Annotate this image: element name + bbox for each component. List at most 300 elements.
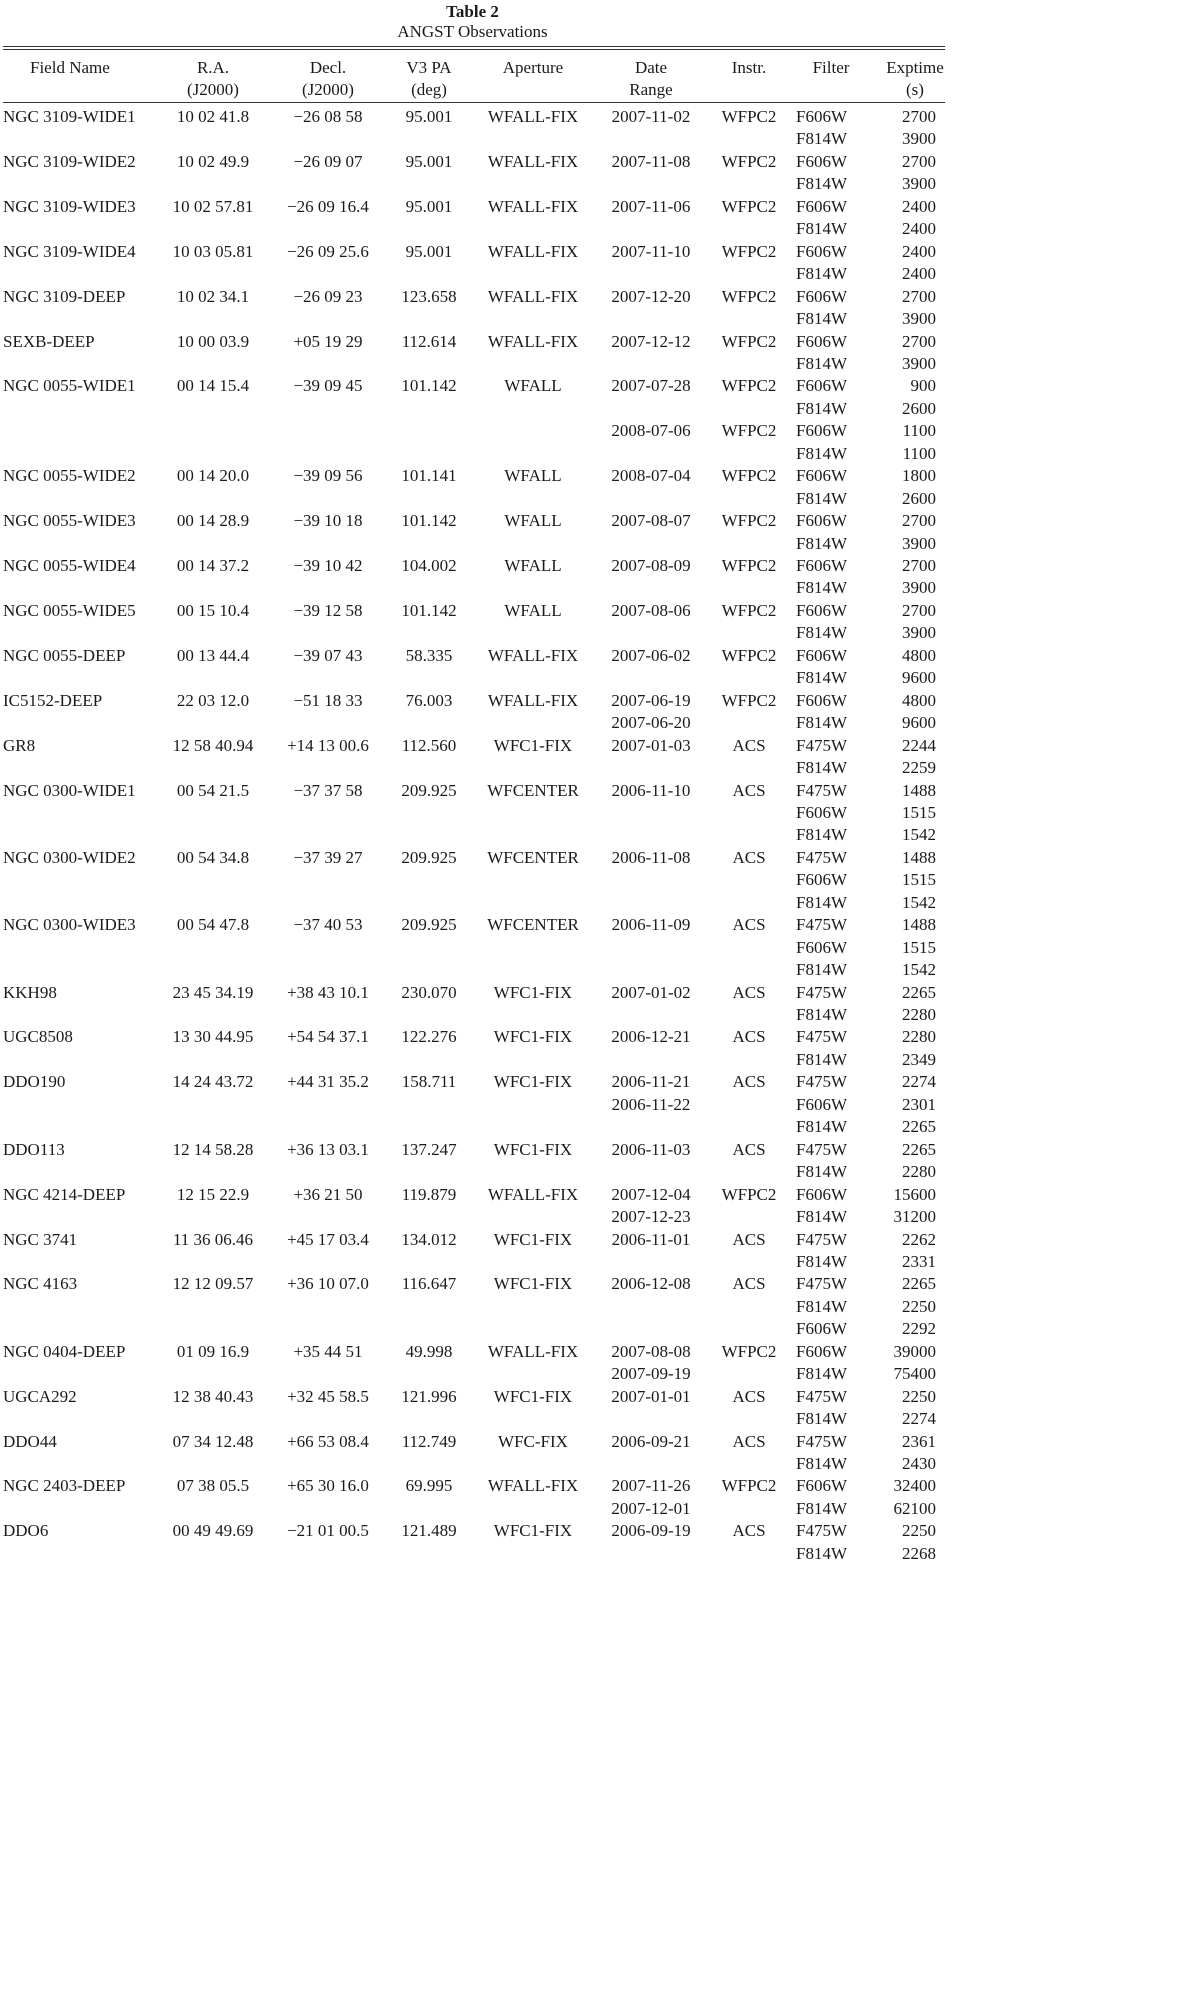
filter-cell: F814W — [796, 1296, 847, 1316]
exptime-cell: 9600 — [902, 713, 936, 733]
v3-pa-cell: 112.749 — [401, 1431, 457, 1451]
decl-cell: −26 08 58 — [293, 107, 363, 126]
aperture-cell: WFC1-FIX — [493, 1521, 573, 1541]
field-name-cell: KKH98 — [3, 982, 57, 1002]
date-range-cell: 2007-12-04 — [611, 1184, 691, 1204]
header-filter: Filter — [812, 58, 850, 77]
field-name-cell: NGC 0300-WIDE1 — [3, 780, 136, 800]
exptime-cell: 1488 — [902, 847, 936, 867]
instr-cell: ACS — [732, 780, 766, 800]
v3-pa-cell: 101.141 — [401, 466, 457, 486]
filter-cell: F606W — [796, 600, 847, 620]
ra-cell: 11 36 06.46 — [172, 1229, 254, 1249]
decl-cell: +36 13 03.1 — [287, 1139, 369, 1159]
ra-cell: 23 45 34.19 — [172, 982, 254, 1002]
header-decl: Decl. (J2000) — [302, 58, 354, 100]
exptime-cell: 2259 — [902, 758, 936, 778]
v3-pa-cell: 69.995 — [405, 1476, 453, 1496]
filter-cell: F475W — [796, 982, 847, 1002]
instr-cell: WFPC2 — [721, 286, 777, 306]
exptime-cell: 3900 — [902, 174, 936, 194]
filter-cell: F606W — [796, 151, 847, 171]
date-range-cell: 2007-06-02 — [611, 645, 691, 665]
filter-cell: F475W — [796, 1274, 847, 1294]
exptime-cell: 1542 — [902, 825, 936, 845]
instr-cell: ACS — [732, 982, 766, 1002]
exptime-cell: 3900 — [902, 533, 936, 553]
exptime-cell: 2265 — [902, 1139, 936, 1159]
aperture-cell: WFCENTER — [487, 915, 579, 935]
v3-pa-cell: 95.001 — [405, 151, 453, 171]
exptime-cell: 4800 — [902, 645, 936, 665]
instr-cell: WFPC2 — [721, 600, 777, 620]
filter-cell: F475W — [796, 915, 847, 935]
instr-cell: WFPC2 — [721, 421, 777, 441]
field-name-cell: NGC 3109-WIDE1 — [3, 107, 136, 126]
filter-cell: F814W — [796, 1049, 847, 1069]
aperture-cell: WFALL-FIX — [487, 1184, 579, 1204]
filter-cell: F606W — [796, 1094, 847, 1114]
ra-cell: 12 15 22.9 — [176, 1184, 250, 1204]
table-label: Table 2 — [446, 2, 499, 21]
decl-cell: −21 01 00.5 — [287, 1521, 369, 1541]
decl-cell: −26 09 07 — [293, 151, 363, 171]
exptime-cell: 3900 — [902, 309, 936, 329]
exptime-cell: 2400 — [902, 264, 936, 284]
instr-cell: ACS — [732, 1027, 766, 1047]
field-name-cell: UGCA292 — [3, 1386, 77, 1406]
exptime-cell: 2265 — [902, 982, 936, 1002]
ra-cell: 00 14 15.4 — [176, 376, 250, 396]
instr-cell: WFPC2 — [721, 376, 777, 396]
aperture-cell: WFALL-FIX — [487, 331, 579, 351]
field-name-cell: NGC 3109-WIDE3 — [3, 196, 136, 216]
filter-cell: F475W — [796, 1139, 847, 1159]
aperture-cell: WFALL — [504, 376, 562, 396]
date-range-cell: 2006-09-19 — [611, 1521, 691, 1541]
date-range-cell: 2007-08-08 — [611, 1341, 691, 1361]
filter-cell: F814W — [796, 623, 847, 643]
date-range-cell: 2007-06-20 — [611, 713, 691, 733]
decl-cell: −37 37 58 — [293, 780, 363, 800]
exptime-cell: 2250 — [902, 1521, 936, 1541]
filter-cell: F814W — [796, 578, 847, 598]
decl-cell: −37 40 53 — [293, 915, 363, 935]
filter-cell: F606W — [796, 331, 847, 351]
ra-cell: 10 02 41.8 — [176, 107, 250, 126]
aperture-cell: WFALL-FIX — [487, 690, 579, 710]
filter-cell: F814W — [796, 1162, 847, 1182]
date-range-cell: 2007-01-03 — [611, 735, 691, 755]
decl-cell: −39 10 18 — [293, 511, 363, 531]
exptime-cell: 3900 — [902, 129, 936, 149]
filter-cell: F814W — [796, 219, 847, 239]
decl-cell: +35 44 51 — [293, 1341, 363, 1361]
exptime-cell: 1542 — [902, 960, 936, 980]
exptime-cell: 2700 — [902, 511, 936, 531]
header-ra: R.A. (J2000) — [187, 58, 239, 100]
filter-cell: F606W — [796, 1476, 847, 1496]
instr-cell: ACS — [732, 1229, 766, 1249]
aperture-cell: WFALL — [504, 600, 562, 620]
exptime-cell: 75400 — [893, 1364, 936, 1384]
aperture-cell: WFC1-FIX — [493, 982, 573, 1002]
date-range-cell: 2007-08-06 — [611, 600, 691, 620]
exptime-cell: 2700 — [902, 151, 936, 171]
date-range-cell: 2006-09-21 — [611, 1431, 691, 1451]
decl-cell: +54 54 37.1 — [287, 1027, 369, 1047]
filter-cell: F814W — [796, 1543, 847, 1563]
decl-cell: +44 31 35.2 — [287, 1072, 369, 1092]
filter-cell: F475W — [796, 847, 847, 867]
filter-cell: F606W — [796, 937, 847, 957]
filter-cell: F606W — [796, 1341, 847, 1361]
exptime-cell: 2600 — [902, 488, 936, 508]
v3-pa-cell: 134.012 — [401, 1229, 457, 1249]
date-range-cell: 2006-11-01 — [611, 1229, 691, 1249]
ra-cell: 07 34 12.48 — [172, 1431, 254, 1451]
instr-cell: WFPC2 — [721, 331, 777, 351]
decl-cell: −39 07 43 — [293, 645, 363, 665]
aperture-cell: WFC1-FIX — [493, 1386, 573, 1406]
exptime-cell: 2349 — [902, 1049, 936, 1069]
exptime-cell: 2700 — [902, 600, 936, 620]
filter-cell: F814W — [796, 1454, 847, 1473]
date-range-cell: 2007-01-01 — [611, 1386, 691, 1406]
date-range-cell: 2006-12-21 — [611, 1027, 691, 1047]
filter-cell: F814W — [796, 960, 847, 980]
v3-pa-cell: 121.489 — [401, 1521, 457, 1541]
v3-pa-cell: 112.560 — [401, 735, 457, 755]
field-name-cell: NGC 3109-DEEP — [3, 286, 126, 306]
exptime-cell: 2250 — [902, 1296, 936, 1316]
field-name-cell: NGC 3109-WIDE4 — [3, 241, 136, 261]
exptime-cell: 2274 — [902, 1409, 936, 1429]
exptime-cell: 2700 — [902, 107, 936, 126]
v3-pa-cell: 101.142 — [401, 511, 457, 531]
v3-pa-cell: 101.142 — [401, 376, 457, 396]
filter-cell: F814W — [796, 758, 847, 778]
filter-cell: F475W — [796, 1229, 847, 1249]
decl-cell: +45 17 03.4 — [287, 1229, 369, 1249]
date-range-cell: 2006-11-08 — [611, 847, 691, 867]
date-range-cell: 2007-08-07 — [611, 511, 691, 531]
date-range-cell: 2008-07-06 — [611, 421, 691, 441]
filter-cell: F814W — [796, 129, 847, 149]
exptime-cell: 15600 — [893, 1184, 936, 1204]
field-name-cell: DDO44 — [3, 1431, 57, 1451]
date-range-cell: 2007-12-20 — [611, 286, 691, 306]
field-name-cell: IC5152-DEEP — [3, 690, 103, 710]
exptime-cell: 2400 — [902, 219, 936, 239]
v3-pa-cell: 95.001 — [405, 196, 453, 216]
ra-cell: 10 02 57.81 — [172, 196, 254, 216]
field-name-cell: NGC 0055-WIDE2 — [3, 466, 136, 486]
instr-cell: ACS — [732, 1274, 766, 1294]
v3-pa-cell: 119.879 — [401, 1184, 457, 1204]
decl-cell: −39 12 58 — [293, 600, 363, 620]
aperture-cell: WFALL-FIX — [487, 241, 579, 261]
decl-cell: +66 53 08.4 — [287, 1431, 369, 1451]
exptime-cell: 1515 — [902, 870, 936, 890]
v3-pa-cell: 122.276 — [401, 1027, 457, 1047]
filter-cell: F814W — [796, 1005, 847, 1024]
aperture-cell: WFC1-FIX — [493, 1229, 573, 1249]
header-exptime: Exptime (s) — [886, 58, 944, 100]
date-range-cell: 2007-11-08 — [611, 151, 691, 171]
aperture-cell: WFALL-FIX — [487, 1476, 579, 1496]
filter-cell: F475W — [796, 780, 847, 800]
exptime-cell: 2301 — [902, 1094, 936, 1114]
date-range-cell: 2007-12-23 — [611, 1207, 691, 1227]
v3-pa-cell: 123.658 — [401, 286, 457, 306]
ra-cell: 12 38 40.43 — [172, 1386, 254, 1406]
instr-cell: ACS — [732, 847, 766, 867]
exptime-cell: 2280 — [902, 1162, 936, 1182]
decl-cell: +14 13 00.6 — [287, 735, 369, 755]
aperture-cell: WFALL-FIX — [487, 645, 579, 665]
field-name-cell: NGC 4214-DEEP — [3, 1184, 126, 1204]
exptime-cell: 2268 — [902, 1543, 936, 1563]
instr-cell: WFPC2 — [721, 241, 777, 261]
exptime-cell: 1488 — [902, 915, 936, 935]
ra-cell: 00 49 49.69 — [172, 1521, 254, 1541]
ra-cell: 00 13 44.4 — [176, 645, 250, 665]
field-name-cell: NGC 0055-WIDE5 — [3, 600, 136, 620]
filter-cell: F814W — [796, 1409, 847, 1429]
exptime-cell: 2430 — [902, 1454, 936, 1473]
filter-cell: F606W — [796, 802, 847, 822]
exptime-cell: 1488 — [902, 780, 936, 800]
exptime-cell: 2361 — [902, 1431, 936, 1451]
exptime-cell: 2600 — [902, 398, 936, 418]
filter-cell: F606W — [796, 1319, 847, 1339]
v3-pa-cell: 95.001 — [405, 107, 453, 126]
filter-cell: F606W — [796, 511, 847, 531]
exptime-cell: 2262 — [902, 1229, 936, 1249]
aperture-cell: WFALL — [504, 466, 562, 486]
date-range-cell: 2007-12-12 — [611, 331, 691, 351]
filter-cell: F814W — [796, 1498, 847, 1518]
filter-cell: F475W — [796, 735, 847, 755]
date-range-cell: 2006-11-09 — [611, 915, 691, 935]
filter-cell: F814W — [796, 398, 847, 418]
v3-pa-cell: 49.998 — [405, 1341, 453, 1361]
date-range-cell: 2006-11-21 — [611, 1072, 691, 1092]
filter-cell: F814W — [796, 668, 847, 688]
filter-cell: F475W — [796, 1521, 847, 1541]
ra-cell: 01 09 16.9 — [176, 1341, 250, 1361]
exptime-cell: 2280 — [902, 1027, 936, 1047]
decl-cell: +65 30 16.0 — [287, 1476, 369, 1496]
exptime-cell: 4800 — [902, 690, 936, 710]
v3-pa-cell: 76.003 — [405, 690, 453, 710]
instr-cell: WFPC2 — [721, 107, 777, 126]
filter-cell: F606W — [796, 870, 847, 890]
decl-cell: −39 09 56 — [293, 466, 363, 486]
field-name-cell: DDO113 — [3, 1139, 65, 1159]
exptime-cell: 3900 — [902, 353, 936, 373]
table-caption: ANGST Observations — [397, 22, 548, 41]
filter-cell: F814W — [796, 533, 847, 553]
filter-cell: F814W — [796, 443, 847, 463]
instr-cell: ACS — [732, 1386, 766, 1406]
exptime-cell: 2265 — [902, 1117, 936, 1137]
ra-cell: 22 03 12.0 — [176, 690, 250, 710]
date-range-cell: 2007-09-19 — [611, 1364, 691, 1384]
aperture-cell: WFC1-FIX — [493, 1274, 573, 1294]
filter-cell: F814W — [796, 1251, 847, 1271]
filter-cell: F814W — [796, 892, 847, 912]
decl-cell: −39 09 45 — [293, 376, 363, 396]
aperture-cell: WFALL-FIX — [487, 151, 579, 171]
filter-cell: F814W — [796, 1364, 847, 1384]
ra-cell: 00 54 21.5 — [176, 780, 250, 800]
aperture-cell: WFALL-FIX — [487, 107, 579, 126]
ra-cell: 00 15 10.4 — [176, 600, 250, 620]
ra-cell: 10 02 34.1 — [176, 286, 250, 306]
exptime-cell: 62100 — [893, 1498, 936, 1518]
date-range-cell: 2006-12-08 — [611, 1274, 691, 1294]
field-name-cell: NGC 0055-WIDE4 — [3, 556, 136, 575]
exptime-cell: 1515 — [902, 802, 936, 822]
exptime-cell: 1100 — [902, 421, 936, 441]
field-name-cell: NGC 3741 — [3, 1229, 78, 1249]
aperture-cell: WFC1-FIX — [493, 1027, 573, 1047]
date-range-cell: 2006-11-10 — [611, 780, 691, 800]
aperture-cell: WFC1-FIX — [493, 1072, 573, 1092]
exptime-cell: 2700 — [902, 556, 936, 575]
date-range-cell: 2007-08-09 — [611, 556, 691, 575]
exptime-cell: 2265 — [902, 1274, 936, 1294]
filter-cell: F814W — [796, 174, 847, 194]
ra-cell: 07 38 05.5 — [176, 1476, 250, 1496]
ra-cell: 12 58 40.94 — [172, 735, 254, 755]
exptime-cell: 1800 — [902, 466, 936, 486]
date-range-cell: 2008-07-04 — [611, 466, 691, 486]
decl-cell: +05 19 29 — [293, 331, 363, 351]
exptime-cell: 3900 — [902, 623, 936, 643]
date-range-cell: 2007-11-10 — [611, 241, 691, 261]
exptime-cell: 9600 — [902, 668, 936, 688]
v3-pa-cell: 58.335 — [405, 645, 453, 665]
v3-pa-cell: 121.996 — [401, 1386, 457, 1406]
ra-cell: 00 14 28.9 — [176, 511, 250, 531]
v3-pa-cell: 137.247 — [401, 1139, 457, 1159]
v3-pa-cell: 104.002 — [401, 556, 457, 575]
exptime-cell: 2244 — [902, 735, 936, 755]
aperture-cell: WFC-FIX — [498, 1431, 568, 1451]
exptime-cell: 2280 — [902, 1005, 936, 1024]
filter-cell: F606W — [796, 421, 847, 441]
date-range-cell: 2007-01-02 — [611, 982, 691, 1002]
date-range-cell: 2007-11-26 — [611, 1476, 691, 1496]
ra-cell: 12 14 58.28 — [172, 1139, 254, 1159]
exptime-cell: 2400 — [902, 196, 936, 216]
exptime-cell: 3900 — [902, 578, 936, 598]
instr-cell: WFPC2 — [721, 1476, 777, 1496]
filter-cell: F814W — [796, 1207, 847, 1227]
exptime-cell: 2700 — [902, 286, 936, 306]
field-name-cell: GR8 — [3, 735, 36, 755]
filter-cell: F814W — [796, 1117, 847, 1137]
ra-cell: 00 54 34.8 — [176, 847, 250, 867]
field-name-cell: NGC 0055-DEEP — [3, 645, 126, 665]
v3-pa-cell: 209.925 — [401, 780, 457, 800]
header-field-name: Field Name — [30, 58, 110, 77]
aperture-cell: WFC1-FIX — [493, 1139, 573, 1159]
header-v3-pa: V3 PA (deg) — [406, 58, 452, 100]
decl-cell: −26 09 23 — [293, 286, 363, 306]
filter-cell: F475W — [796, 1027, 847, 1047]
field-name-cell: NGC 0300-WIDE3 — [3, 915, 136, 935]
filter-cell: F814W — [796, 488, 847, 508]
instr-cell: ACS — [732, 1139, 766, 1159]
filter-cell: F814W — [796, 713, 847, 733]
exptime-cell: 31200 — [893, 1207, 936, 1227]
v3-pa-cell: 158.711 — [401, 1072, 457, 1092]
aperture-cell: WFALL — [504, 556, 562, 575]
top-rule — [3, 46, 945, 47]
decl-cell: −26 09 25.6 — [287, 241, 369, 261]
v3-pa-cell: 209.925 — [401, 847, 457, 867]
filter-cell: F814W — [796, 309, 847, 329]
filter-cell: F606W — [796, 241, 847, 261]
aperture-cell: WFCENTER — [487, 780, 579, 800]
date-range-cell: 2007-11-02 — [611, 107, 691, 126]
instr-cell: WFPC2 — [721, 151, 777, 171]
date-range-cell: 2007-12-01 — [611, 1498, 691, 1518]
instr-cell: WFPC2 — [721, 556, 777, 575]
field-name-cell: NGC 0300-WIDE2 — [3, 847, 136, 867]
v3-pa-cell: 112.614 — [401, 331, 457, 351]
filter-cell: F814W — [796, 353, 847, 373]
aperture-cell: WFALL-FIX — [487, 286, 579, 306]
filter-cell: F606W — [796, 196, 847, 216]
date-range-cell: 2007-06-19 — [611, 690, 691, 710]
field-name-cell: NGC 4163 — [3, 1274, 78, 1294]
filter-cell: F814W — [796, 264, 847, 284]
aperture-cell: WFALL-FIX — [487, 196, 579, 216]
header-aperture: Aperture — [502, 58, 564, 77]
ra-cell: 14 24 43.72 — [172, 1072, 254, 1092]
field-name-cell: NGC 0055-WIDE3 — [3, 511, 136, 531]
aperture-cell: WFALL — [504, 511, 562, 531]
ra-cell: 00 14 20.0 — [176, 466, 250, 486]
aperture-cell: WFC1-FIX — [493, 735, 573, 755]
date-range-cell: 2006-11-22 — [611, 1094, 691, 1114]
decl-cell: −37 39 27 — [293, 847, 363, 867]
date-range-cell: 2007-07-28 — [611, 376, 691, 396]
exptime-cell: 1100 — [902, 443, 936, 463]
ra-cell: 00 54 47.8 — [176, 915, 250, 935]
decl-cell: +32 45 58.5 — [287, 1386, 369, 1406]
filter-cell: F814W — [796, 825, 847, 845]
exptime-cell: 2331 — [902, 1251, 936, 1271]
date-range-cell: 2007-11-06 — [611, 196, 691, 216]
instr-cell: WFPC2 — [721, 1184, 777, 1204]
filter-cell: F475W — [796, 1431, 847, 1451]
ra-cell: 13 30 44.95 — [172, 1027, 254, 1047]
decl-cell: +38 43 10.1 — [287, 982, 369, 1002]
header-instr: Instr. — [731, 58, 767, 77]
instr-cell: ACS — [732, 735, 766, 755]
header-date-range: Date Range — [629, 58, 673, 100]
field-name-cell: NGC 0404-DEEP — [3, 1341, 126, 1361]
filter-cell: F606W — [796, 376, 847, 396]
instr-cell: WFPC2 — [721, 690, 777, 710]
instr-cell: WFPC2 — [721, 511, 777, 531]
